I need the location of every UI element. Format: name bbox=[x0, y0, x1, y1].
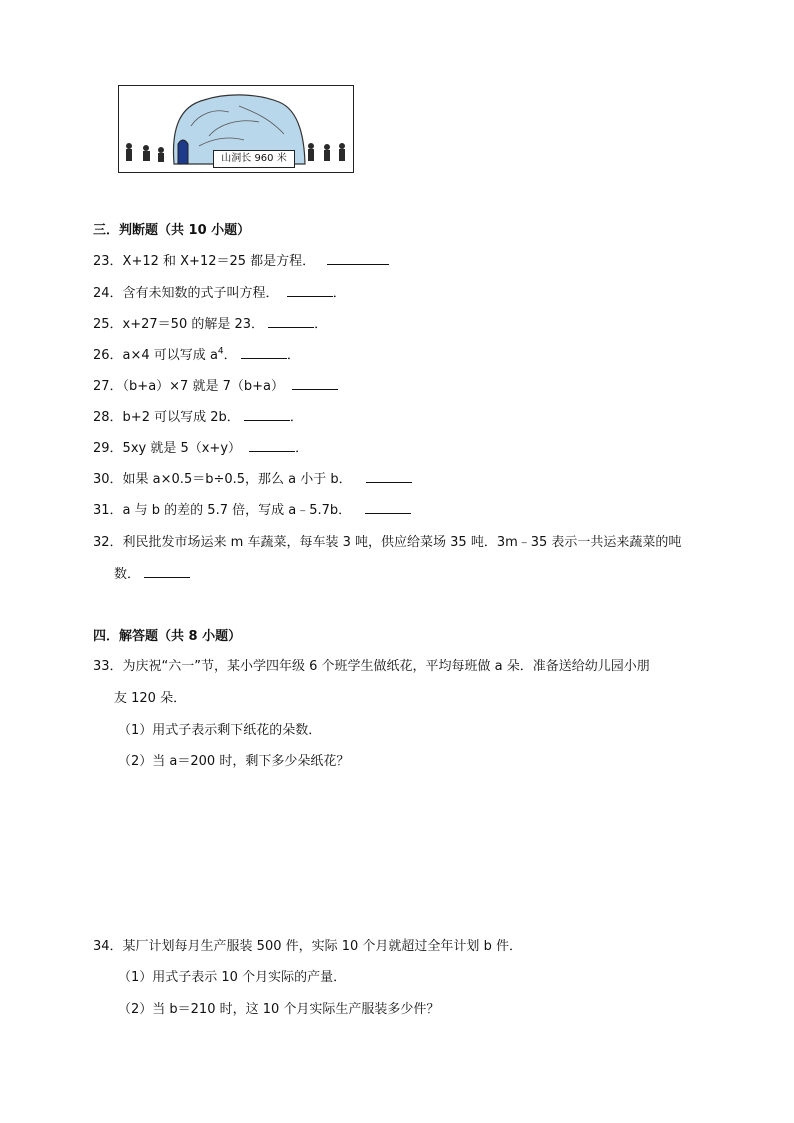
section3-heading: 三．判断题（共 10 小题） bbox=[93, 223, 251, 238]
question-26: 26．a×4 可以写成 $a^4$． ． bbox=[93, 346, 300, 363]
answer-blank[interactable] bbox=[249, 441, 295, 452]
question-32-cont: 数． bbox=[114, 563, 190, 582]
answer-blank[interactable] bbox=[327, 254, 389, 265]
question-31: 31．a 与 b 的差的 5.7 倍，写成 a﹣5.7b． bbox=[93, 499, 411, 518]
answer-blank[interactable] bbox=[244, 410, 290, 421]
question-29: 29．5xy 就是 5（x+y） ． bbox=[93, 441, 309, 456]
question-27: 27．（b+a）×7 就是 7（b+a） bbox=[93, 375, 338, 394]
question-33: 33．为庆祝“六一”节，某小学四年级 6 个班学生做纸花，平均每班做 a 朵．准备送给幼儿园小朋 bbox=[93, 659, 650, 674]
question-23: 23．X+12 和 X+12＝25 都是方程． bbox=[93, 250, 389, 269]
question-30: 30．如果 a×0.5＝b÷0.5，那么 a 小于 b． bbox=[93, 468, 412, 487]
question-28: 28．b+2 可以写成 2b． ． bbox=[93, 410, 303, 425]
question-33-part1: （1）用式子表示剩下纸花的朵数． bbox=[118, 723, 322, 738]
tunnel-length-sign: 山洞长 960 米 bbox=[213, 150, 295, 168]
question-25: 25．x+27＝50 的解是 23． ． bbox=[93, 317, 328, 332]
answer-blank[interactable] bbox=[144, 567, 190, 578]
answer-blank[interactable] bbox=[366, 472, 412, 483]
question-34-part1: （1）用式子表示 10 个月实际的产量． bbox=[118, 970, 347, 985]
question-34-part2: （2）当 b＝210 时，这 10 个月实际生产服装多少件？ bbox=[118, 1002, 440, 1017]
section4-heading: 四．解答题（共 8 小题） bbox=[93, 629, 242, 644]
answer-blank[interactable] bbox=[292, 379, 338, 390]
answer-blank[interactable] bbox=[287, 286, 333, 297]
answer-blank[interactable] bbox=[241, 348, 287, 359]
question-34: 34．某厂计划每月生产服装 500 件，实际 10 个月就超过全年计划 b 件． bbox=[93, 939, 522, 954]
tunnel-illustration bbox=[118, 85, 354, 173]
answer-blank[interactable] bbox=[365, 503, 411, 514]
answer-blank[interactable] bbox=[268, 317, 314, 328]
question-24: 24．含有未知数的式子叫方程． ． bbox=[93, 286, 346, 301]
question-33-cont: 友 120 朵． bbox=[114, 691, 187, 706]
question-33-part2: （2）当 a＝200 时，剩下多少朵纸花？ bbox=[118, 754, 350, 769]
question-32: 32．利民批发市场运来 m 车蔬菜，每车装 3 吨，供应给菜场 35 吨．3m﹣35 表示一共运来蔬菜的吨 bbox=[93, 535, 682, 550]
